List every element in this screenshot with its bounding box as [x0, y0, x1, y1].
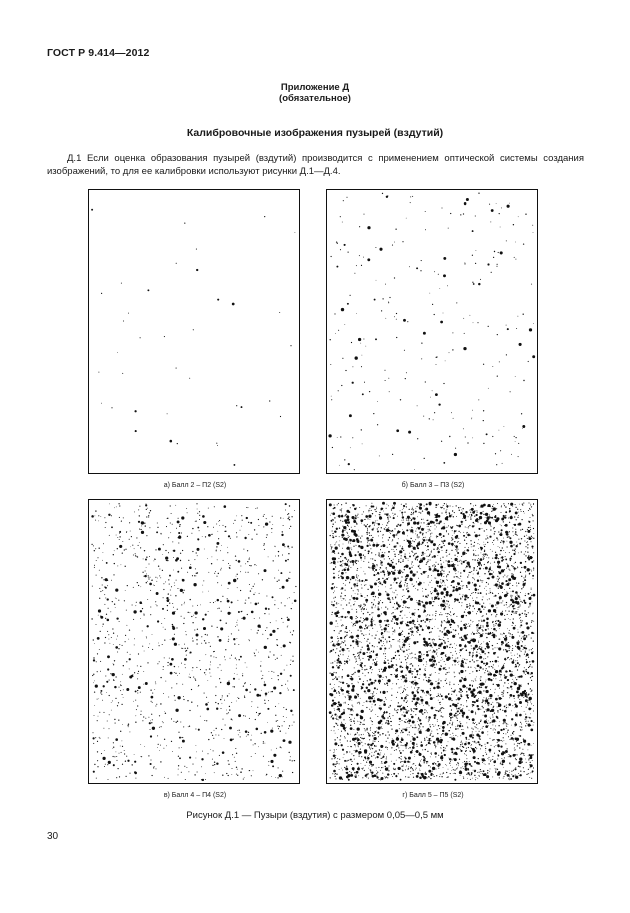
figure-caption-d: г) Балл 5 – П5 (S2) [402, 792, 464, 799]
figure-panel-c [88, 499, 300, 784]
bubble-pattern-c [89, 500, 299, 783]
figure-panel-b [326, 189, 538, 474]
section-title: Калибровочные изображения пузырей (вздутий) [186, 127, 444, 139]
figure-caption-b: б) Балл 3 – П3 (S2) [401, 482, 465, 489]
figure-caption: Рисунок Д.1 — Пузыри (вздутия) с размером 0,05—0,5 мм [186, 810, 444, 821]
figure-caption-c: в) Балл 4 – П4 (S2) [163, 792, 227, 799]
bubble-pattern-a [89, 190, 299, 473]
standard-code: ГОСТ Р 9.414—2012 [47, 47, 150, 59]
figure-caption-a: а) Балл 2 – П2 (S2) [163, 482, 227, 489]
page-number: 30 [47, 831, 59, 842]
appendix-note: (обязательное) [279, 93, 351, 104]
body-paragraph-text: Д.1 Если оценка образования пузырей (вздутий) производится с применением оптической системы создания изображений, то для ее калибровки используют рисунки Д.1—Д.4. [47, 153, 584, 177]
appendix-title: Приложение Д [280, 82, 350, 93]
body-paragraph [47, 153, 584, 178]
figure-panel-a [88, 189, 300, 474]
bubble-pattern-d [327, 500, 537, 783]
bubble-pattern-b [327, 190, 537, 473]
figure-panel-d [326, 499, 538, 784]
